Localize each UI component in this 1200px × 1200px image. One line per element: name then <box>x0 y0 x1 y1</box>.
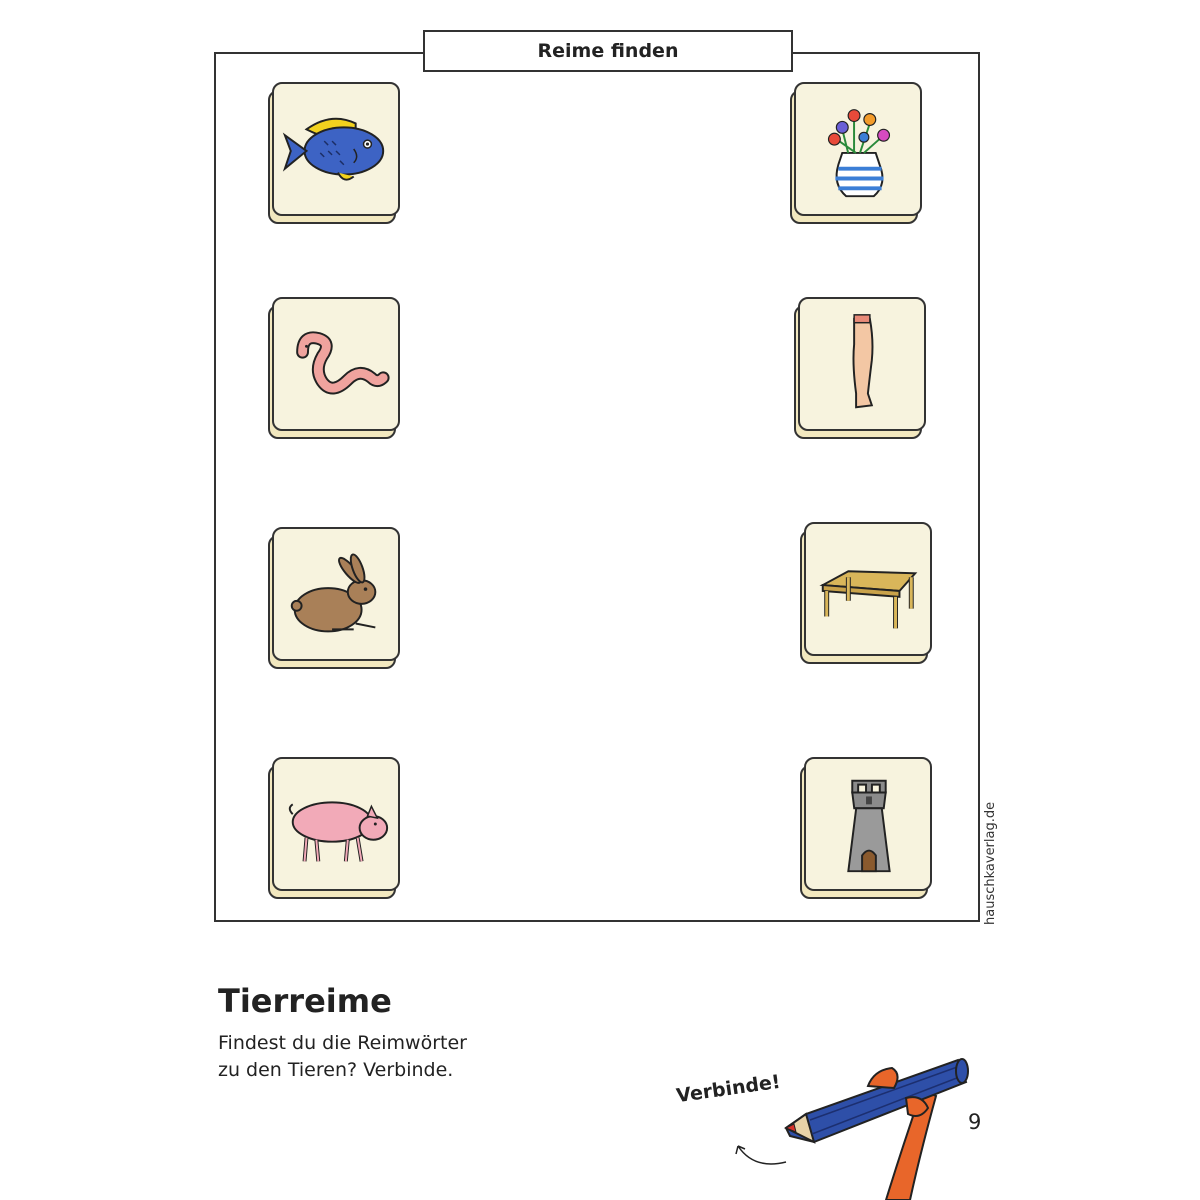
instruction-line-1: Findest du die Reimwörter <box>218 1032 467 1054</box>
pencil-mascot-icon <box>726 1030 976 1200</box>
rabbit-icon <box>277 535 395 653</box>
vase-icon <box>799 90 917 208</box>
card-worm[interactable] <box>268 297 398 431</box>
pig-icon <box>277 765 395 883</box>
worksheet-title: Reime finden <box>423 30 793 72</box>
tower-icon <box>809 765 927 883</box>
page-number: 9 <box>968 1110 982 1134</box>
card-vase[interactable] <box>790 82 920 216</box>
callout-text: Verbinde! <box>674 1070 782 1108</box>
instruction-line-2: zu den Tieren? Verbinde. <box>218 1059 454 1081</box>
card-leg[interactable] <box>794 297 924 431</box>
exercise-heading: Tierreime <box>218 982 392 1020</box>
card-table[interactable] <box>800 522 930 656</box>
card-rabbit[interactable] <box>268 527 398 661</box>
publisher-url: hauschkaverlag.de <box>983 801 998 925</box>
leg-icon <box>803 305 921 423</box>
exercise-instruction <box>218 1030 538 1084</box>
table-icon <box>809 530 927 648</box>
card-tower[interactable] <box>800 757 930 891</box>
card-pig[interactable] <box>268 757 398 891</box>
card-fish[interactable] <box>268 82 398 216</box>
fish-icon <box>277 90 395 208</box>
worm-icon <box>277 305 395 423</box>
